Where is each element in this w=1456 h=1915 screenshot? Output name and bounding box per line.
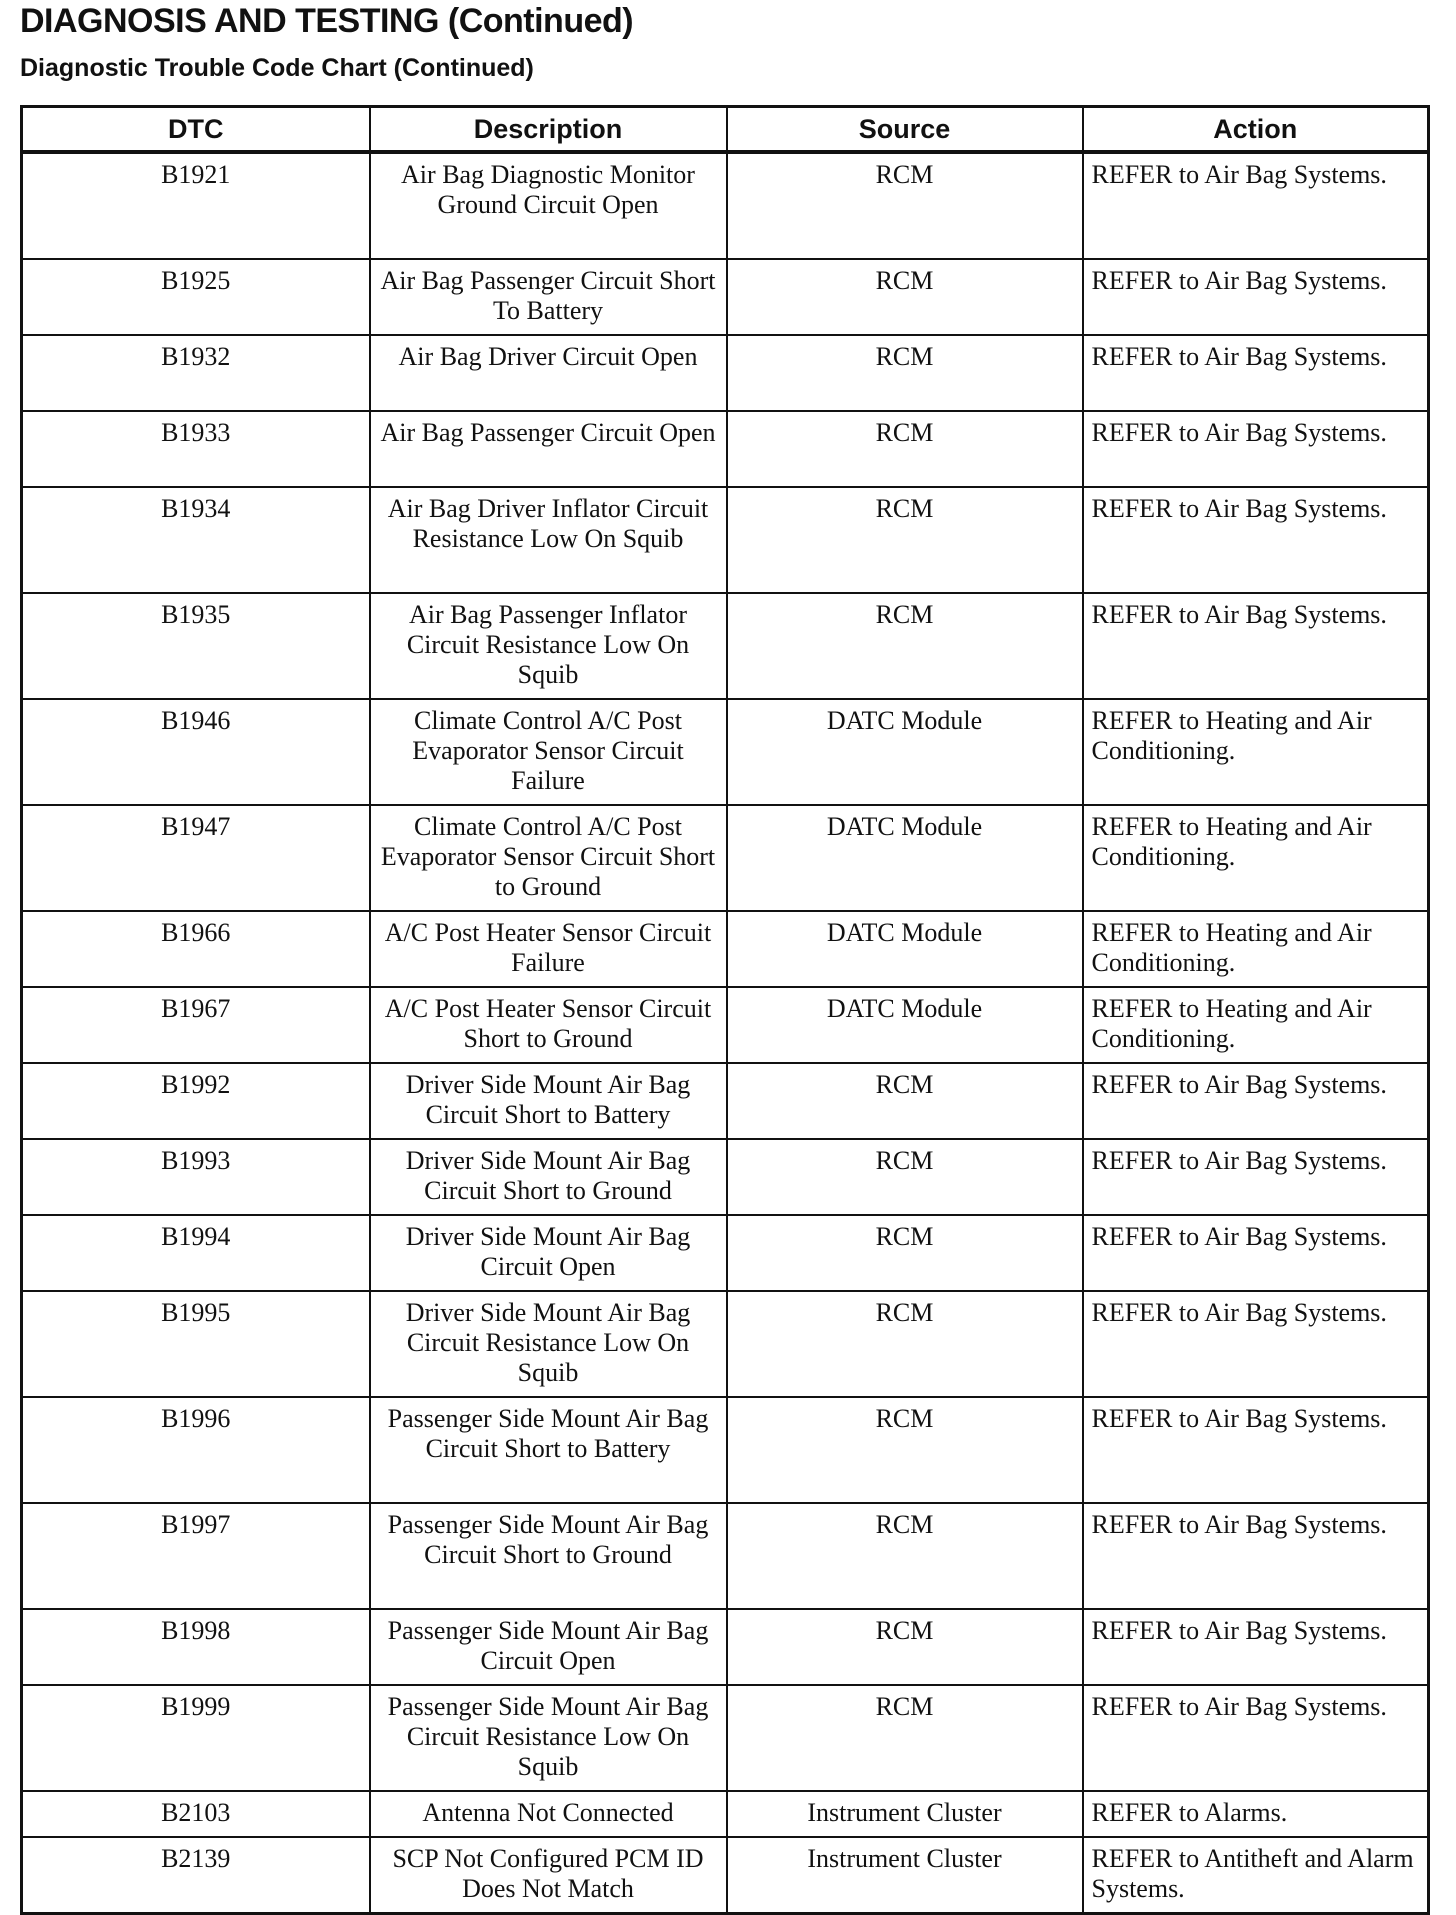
table-row <box>22 487 1429 593</box>
table-row <box>22 259 1429 335</box>
dtc-description: Antenna Not Connected <box>370 1791 727 1837</box>
dtc-source: Instrument Cluster <box>727 1837 1083 1914</box>
dtc-source: Instrument Cluster <box>727 1791 1083 1837</box>
dtc-source: RCM <box>727 1139 1083 1215</box>
dtc-description: Air Bag Passenger Circuit Open <box>370 411 727 487</box>
table-header-row <box>22 107 1429 153</box>
dtc-source: RCM <box>727 259 1083 335</box>
dtc-source: DATC Module <box>727 911 1083 987</box>
table-row <box>22 1503 1429 1609</box>
dtc-description: A/C Post Heater Sensor Circuit Failure <box>370 911 727 987</box>
dtc-source: RCM <box>727 1503 1083 1609</box>
dtc-source: RCM <box>727 487 1083 593</box>
dtc-code: B2103 <box>22 1791 370 1837</box>
dtc-action: REFER to Air Bag Systems. <box>1083 1397 1429 1503</box>
dtc-source: RCM <box>727 1609 1083 1685</box>
column-header-source: Source <box>727 107 1083 153</box>
dtc-action: REFER to Air Bag Systems. <box>1083 1503 1429 1609</box>
dtc-action: REFER to Heating and Air Conditioning. <box>1083 699 1429 805</box>
table-row <box>22 911 1429 987</box>
dtc-source: RCM <box>727 1291 1083 1397</box>
dtc-action: REFER to Air Bag Systems. <box>1083 1685 1429 1791</box>
table-row <box>22 335 1429 411</box>
table-row <box>22 1215 1429 1291</box>
dtc-source: RCM <box>727 1397 1083 1503</box>
dtc-description: Passenger Side Mount Air Bag Circuit Short to Battery <box>370 1397 727 1503</box>
dtc-action: REFER to Antitheft and Alarm Systems. <box>1083 1837 1429 1914</box>
dtc-description: Climate Control A/C Post Evaporator Sensor Circuit Failure <box>370 699 727 805</box>
dtc-description: Air Bag Passenger Inflator Circuit Resistance Low On Squib <box>370 593 727 699</box>
table-row <box>22 805 1429 911</box>
dtc-description: Air Bag Driver Inflator Circuit Resistance Low On Squib <box>370 487 727 593</box>
dtc-code: B1932 <box>22 335 370 411</box>
dtc-description: Passenger Side Mount Air Bag Circuit Short to Ground <box>370 1503 727 1609</box>
table-row <box>22 1609 1429 1685</box>
dtc-source: RCM <box>727 593 1083 699</box>
dtc-source: RCM <box>727 411 1083 487</box>
dtc-code: B1921 <box>22 152 370 259</box>
dtc-code: B1934 <box>22 487 370 593</box>
dtc-code: B1998 <box>22 1609 370 1685</box>
dtc-action: REFER to Heating and Air Conditioning. <box>1083 805 1429 911</box>
dtc-code: B1947 <box>22 805 370 911</box>
dtc-description: Passenger Side Mount Air Bag Circuit Open <box>370 1609 727 1685</box>
table-row <box>22 1139 1429 1215</box>
dtc-action: REFER to Heating and Air Conditioning. <box>1083 911 1429 987</box>
chart-title: Diagnostic Trouble Code Chart (Continued) <box>20 54 534 82</box>
dtc-code: B1997 <box>22 1503 370 1609</box>
dtc-source: RCM <box>727 1215 1083 1291</box>
dtc-action: REFER to Air Bag Systems. <box>1083 1215 1429 1291</box>
dtc-action: REFER to Alarms. <box>1083 1791 1429 1837</box>
dtc-code: B1935 <box>22 593 370 699</box>
dtc-action: REFER to Heating and Air Conditioning. <box>1083 987 1429 1063</box>
dtc-action: REFER to Air Bag Systems. <box>1083 487 1429 593</box>
section-title: DIAGNOSIS AND TESTING (Continued) <box>20 2 634 40</box>
dtc-description: SCP Not Configured PCM ID Does Not Match <box>370 1837 727 1914</box>
dtc-code: B1925 <box>22 259 370 335</box>
dtc-code: B1995 <box>22 1291 370 1397</box>
table-row <box>22 593 1429 699</box>
table-row <box>22 1063 1429 1139</box>
table-row <box>22 152 1429 259</box>
dtc-description: Driver Side Mount Air Bag Circuit Resistance Low On Squib <box>370 1291 727 1397</box>
dtc-source: DATC Module <box>727 987 1083 1063</box>
dtc-action: REFER to Air Bag Systems. <box>1083 1139 1429 1215</box>
dtc-source: DATC Module <box>727 805 1083 911</box>
column-header-description: Description <box>370 107 727 153</box>
table-row <box>22 1791 1429 1837</box>
dtc-code: B1966 <box>22 911 370 987</box>
dtc-description: Passenger Side Mount Air Bag Circuit Resistance Low On Squib <box>370 1685 727 1791</box>
dtc-action: REFER to Air Bag Systems. <box>1083 593 1429 699</box>
dtc-description: Air Bag Diagnostic Monitor Ground Circuit Open <box>370 152 727 259</box>
dtc-source: DATC Module <box>727 699 1083 805</box>
dtc-code: B1933 <box>22 411 370 487</box>
dtc-code: B1999 <box>22 1685 370 1791</box>
dtc-description: Driver Side Mount Air Bag Circuit Short to Battery <box>370 1063 727 1139</box>
table-row <box>22 411 1429 487</box>
dtc-description: Air Bag Driver Circuit Open <box>370 335 727 411</box>
dtc-action: REFER to Air Bag Systems. <box>1083 152 1429 259</box>
dtc-source: RCM <box>727 1685 1083 1791</box>
dtc-action: REFER to Air Bag Systems. <box>1083 411 1429 487</box>
dtc-code: B1967 <box>22 987 370 1063</box>
table-row <box>22 1291 1429 1397</box>
column-header-dtc: DTC <box>22 107 370 153</box>
table-row <box>22 1397 1429 1503</box>
dtc-action: REFER to Air Bag Systems. <box>1083 1609 1429 1685</box>
dtc-action: REFER to Air Bag Systems. <box>1083 259 1429 335</box>
table-row <box>22 699 1429 805</box>
dtc-source: RCM <box>727 335 1083 411</box>
dtc-description: Driver Side Mount Air Bag Circuit Short to Ground <box>370 1139 727 1215</box>
dtc-description: A/C Post Heater Sensor Circuit Short to Ground <box>370 987 727 1063</box>
table-row <box>22 987 1429 1063</box>
dtc-code: B2139 <box>22 1837 370 1914</box>
column-header-action: Action <box>1083 107 1429 153</box>
dtc-source: RCM <box>727 1063 1083 1139</box>
dtc-action: REFER to Air Bag Systems. <box>1083 1291 1429 1397</box>
dtc-description: Climate Control A/C Post Evaporator Sensor Circuit Short to Ground <box>370 805 727 911</box>
dtc-description: Air Bag Passenger Circuit Short To Battery <box>370 259 727 335</box>
dtc-source: RCM <box>727 152 1083 259</box>
dtc-code: B1993 <box>22 1139 370 1215</box>
dtc-table <box>20 105 1430 1915</box>
dtc-description: Driver Side Mount Air Bag Circuit Open <box>370 1215 727 1291</box>
dtc-action: REFER to Air Bag Systems. <box>1083 1063 1429 1139</box>
table-row <box>22 1837 1429 1914</box>
dtc-code: B1994 <box>22 1215 370 1291</box>
table-row <box>22 1685 1429 1791</box>
dtc-code: B1992 <box>22 1063 370 1139</box>
dtc-code: B1996 <box>22 1397 370 1503</box>
dtc-code: B1946 <box>22 699 370 805</box>
dtc-action: REFER to Air Bag Systems. <box>1083 335 1429 411</box>
